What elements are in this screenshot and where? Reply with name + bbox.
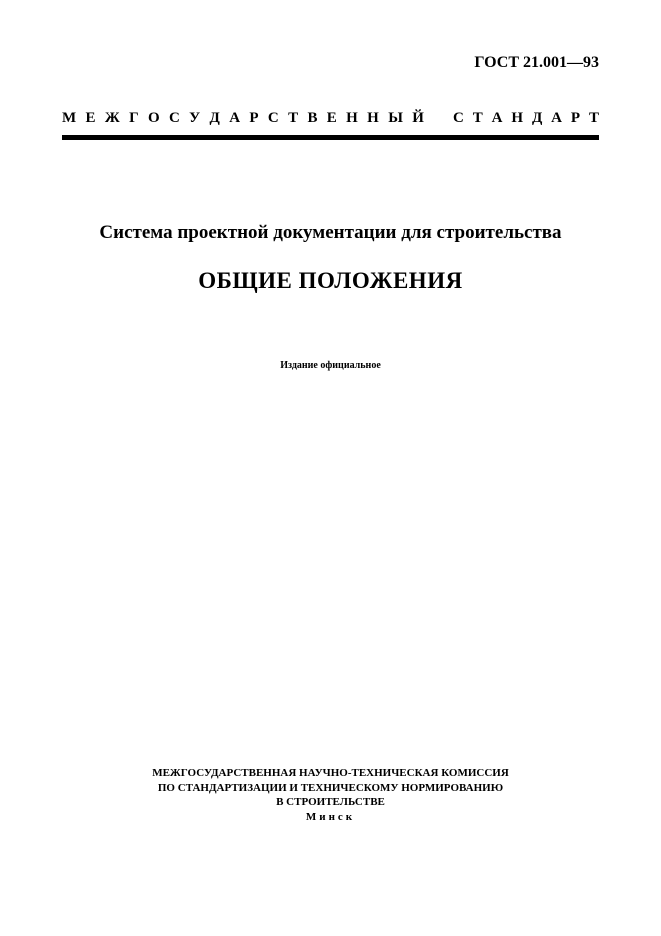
letter: Е <box>85 110 96 126</box>
standard-type-word-2 <box>453 108 599 128</box>
header-divider <box>62 135 599 140</box>
letter: О <box>147 110 160 126</box>
publication-city: Минск <box>305 810 356 823</box>
letter: Т <box>588 110 599 126</box>
letter: Т <box>288 110 299 126</box>
letter: М <box>62 110 77 126</box>
letter: Е <box>326 110 337 126</box>
letter: Й <box>412 110 424 126</box>
edition-note: Издание официальное <box>280 360 381 371</box>
letter: Н <box>367 110 379 126</box>
letter: С <box>267 110 279 126</box>
standard-type-word-1 <box>62 108 424 128</box>
letter: В <box>307 110 318 126</box>
document-title: ОБЩИЕ ПОЛОЖЕНИЯ <box>198 268 463 293</box>
document-number: ГОСТ 21.001—93 <box>474 54 599 71</box>
letter: У <box>189 110 201 126</box>
letter: Г <box>129 110 139 126</box>
letter: Н <box>346 110 358 126</box>
letter: С <box>453 110 464 126</box>
letter: Д <box>209 110 220 126</box>
letter: Р <box>249 110 259 126</box>
letter: Д <box>531 110 543 126</box>
letter: Т <box>472 110 483 126</box>
publisher-line: МЕЖГОСУДАРСТВЕННАЯ НАУЧНО-ТЕХНИЧЕСКАЯ КОМИССИЯ <box>152 767 509 779</box>
letter: С <box>168 110 180 126</box>
letter: Ы <box>388 110 403 126</box>
letter: Ж <box>104 110 120 126</box>
standard-type-heading <box>62 108 599 128</box>
system-title: Система проектной документации для строительства <box>99 222 562 243</box>
letter: А <box>551 110 562 126</box>
letter: А <box>229 110 241 126</box>
letter: Н <box>511 110 524 126</box>
publisher-block <box>0 766 661 824</box>
publisher-line: В СТРОИТЕЛЬСТВЕ <box>276 796 385 808</box>
letter: А <box>491 110 503 126</box>
publisher-line: ПО СТАНДАРТИЗАЦИИ И ТЕХНИЧЕСКОМУ НОРМИРОВАНИЮ <box>157 781 504 794</box>
letter: Р <box>570 110 581 126</box>
